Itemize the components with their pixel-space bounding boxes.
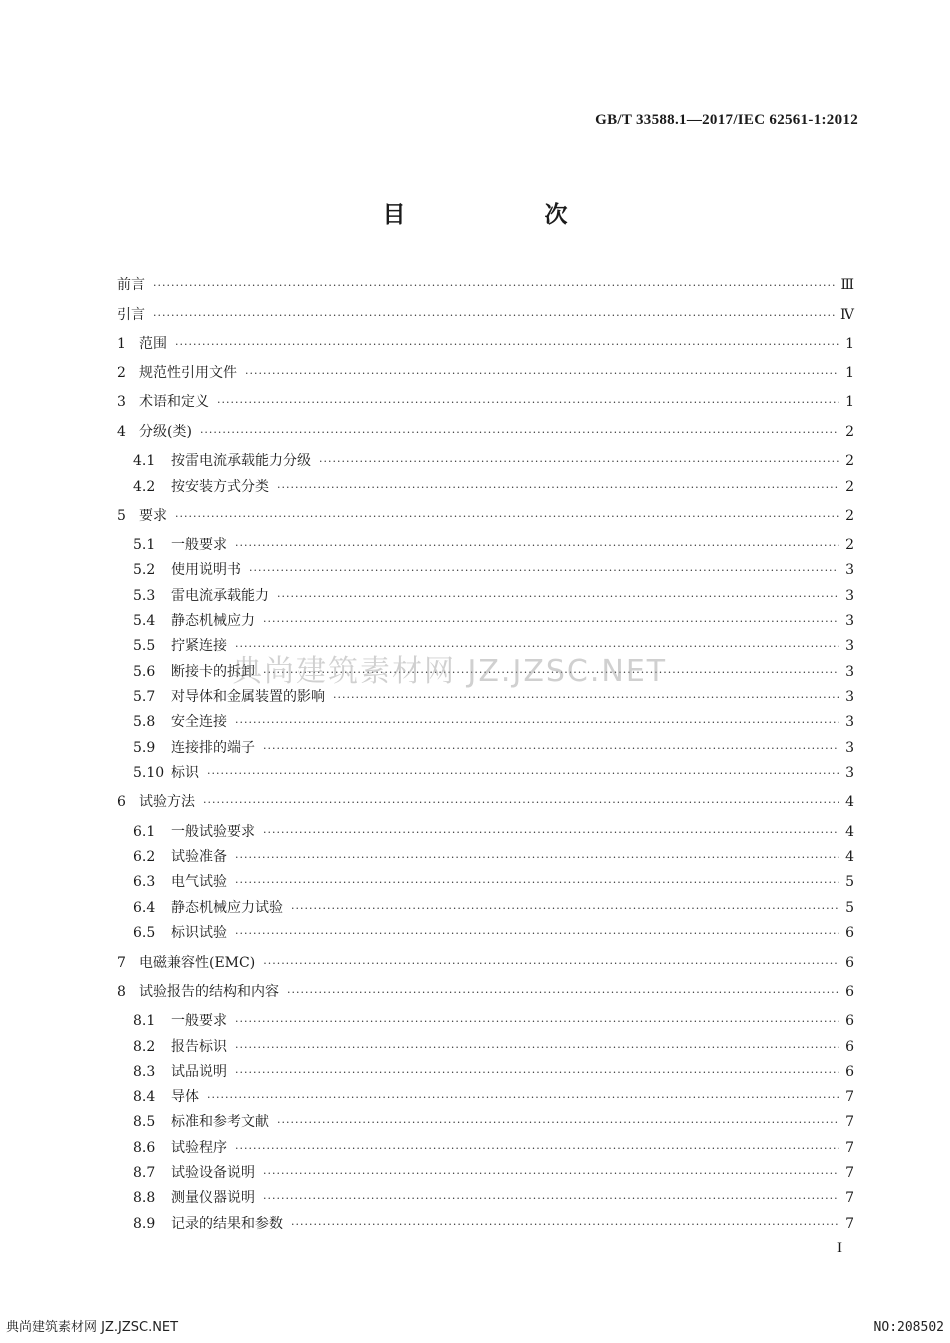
toc-entry-number: 5.6	[133, 664, 156, 680]
toc-entry-label: 安全连接	[171, 714, 227, 730]
toc-entry-number: 6	[117, 794, 126, 810]
toc-entry	[117, 1137, 854, 1159]
toc-entry-page: 1	[845, 394, 854, 410]
toc-leader-dots	[263, 822, 839, 844]
toc-entry-number: 8.8	[133, 1190, 156, 1206]
toc-entry-number: 5.7	[133, 689, 156, 705]
toc-entry-number: 8.6	[133, 1140, 156, 1156]
toc-entry-number: 5.4	[133, 613, 156, 629]
toc-entry-number: 8.3	[133, 1064, 156, 1080]
toc-entry	[117, 333, 854, 355]
toc-entry-label: 使用说明书	[171, 562, 241, 578]
toc-entry-label: 试品说明	[171, 1064, 227, 1080]
toc-entry-number: 2	[117, 365, 126, 381]
toc-leader-dots	[235, 923, 839, 945]
toc-entry-number: 6.2	[133, 849, 156, 865]
toc-leader-dots	[235, 535, 839, 557]
toc-entry	[117, 1213, 854, 1235]
toc-entry-page: 3	[845, 562, 854, 578]
toc-entry-page: 5	[845, 900, 854, 916]
toc-entry-label: 测量仪器说明	[171, 1190, 255, 1206]
toc-entry	[117, 274, 854, 296]
toc-entry	[117, 1187, 854, 1209]
toc-entry-page: 6	[845, 1064, 854, 1080]
toc-entry-label: 记录的结果和参数	[171, 1216, 283, 1232]
toc-entry-label: 试验程序	[171, 1140, 227, 1156]
toc-leader-dots	[153, 305, 835, 327]
toc-entry-label: 前言	[117, 277, 145, 293]
toc-entry-page: 7	[845, 1140, 854, 1156]
toc-entry	[117, 505, 854, 527]
toc-entry-label: 报告标识	[171, 1039, 227, 1055]
toc-entry-number: 8	[117, 984, 126, 1000]
toc-entry-number: 7	[117, 955, 126, 971]
toc-entry-page: 7	[845, 1089, 854, 1105]
toc-leader-dots	[200, 422, 839, 444]
toc-entry-page: 1	[845, 336, 854, 352]
toc-entry-label: 标准和参考文献	[171, 1114, 269, 1130]
toc-entry-number: 8.7	[133, 1165, 156, 1181]
toc-leader-dots	[203, 792, 839, 814]
toc-leader-dots	[153, 275, 835, 297]
toc-entry	[117, 821, 854, 843]
toc-entry-label: 拧紧连接	[171, 638, 227, 654]
toc-entry-number: 6.1	[133, 824, 156, 840]
toc-entry-page: 3	[845, 765, 854, 781]
toc-entry-label: 静态机械应力试验	[171, 900, 283, 916]
toc-entry-page: 3	[845, 714, 854, 730]
toc-entry-label: 标识试验	[171, 925, 227, 941]
toc-entry-page: 3	[845, 638, 854, 654]
toc-entry-page: 4	[845, 824, 854, 840]
toc-entry	[117, 304, 854, 326]
toc-leader-dots	[175, 506, 839, 528]
toc-entry-number: 4	[117, 424, 126, 440]
toc-entry	[117, 737, 854, 759]
toc-entry	[117, 1010, 854, 1032]
toc-entry-number: 5.10	[133, 765, 165, 781]
toc-entry-number: 8.9	[133, 1216, 156, 1232]
toc-leader-dots	[235, 847, 839, 869]
toc-entry	[117, 1036, 854, 1058]
toc-entry-page: 6	[845, 925, 854, 941]
toc-entry-label: 试验准备	[171, 849, 227, 865]
toc-entry-page: 4	[845, 849, 854, 865]
toc-entry-number: 5.2	[133, 562, 156, 578]
page-number: I	[837, 1240, 842, 1256]
toc-leader-dots	[263, 953, 839, 975]
toc-entry-page: 1	[845, 365, 854, 381]
toc-entry-page: 2	[845, 508, 854, 524]
toc-entry	[117, 922, 854, 944]
toc-leader-dots	[277, 1112, 839, 1134]
toc-entry	[117, 1086, 854, 1108]
toc-entry-page: Ⅳ	[840, 307, 854, 323]
toc-entry-label: 试验方法	[139, 794, 195, 810]
toc-leader-dots	[263, 738, 839, 760]
toc-entry-number: 6.4	[133, 900, 156, 916]
toc-leader-dots	[235, 1037, 839, 1059]
toc-entry-number: 8.2	[133, 1039, 156, 1055]
toc-entry-page: 2	[845, 537, 854, 553]
toc-entry-number: 5.9	[133, 740, 156, 756]
toc-entry-page: 6	[845, 984, 854, 1000]
footer-doc-number: NO:208502	[873, 1320, 944, 1335]
toc-entry-number: 5.8	[133, 714, 156, 730]
toc-entry	[117, 476, 854, 498]
toc-entry-page: Ⅲ	[840, 277, 854, 293]
toc-entry	[117, 1111, 854, 1133]
toc-leader-dots	[277, 477, 839, 499]
toc-entry-label: 雷电流承载能力	[171, 588, 269, 604]
toc-entry-label: 静态机械应力	[171, 613, 255, 629]
toc-leader-dots	[235, 1062, 839, 1084]
toc-entry-label: 术语和定义	[139, 394, 209, 410]
toc-entry-number: 8.4	[133, 1089, 156, 1105]
toc-entry-page: 3	[845, 689, 854, 705]
toc-entry-page: 6	[845, 1013, 854, 1029]
toc-entry-label: 要求	[139, 508, 167, 524]
toc-entry-page: 7	[845, 1165, 854, 1181]
toc-leader-dots	[207, 763, 839, 785]
toc-entry-label: 范围	[139, 336, 167, 352]
standard-code: GB/T 33588.1—2017/IEC 62561-1:2012	[595, 112, 858, 128]
toc-entry-label: 试验报告的结构和内容	[139, 984, 279, 1000]
toc-entry	[117, 362, 854, 384]
toc-entry-label: 按安装方式分类	[171, 479, 269, 495]
toc-entry	[117, 559, 854, 581]
toc-entry-number: 4.2	[133, 479, 156, 495]
toc-leader-dots	[333, 687, 839, 709]
toc-entry	[117, 1061, 854, 1083]
toc-leader-dots	[235, 712, 839, 734]
toc-entry-label: 一般要求	[171, 537, 227, 553]
toc-leader-dots	[287, 982, 839, 1004]
toc-leader-dots	[249, 560, 839, 582]
toc-entry	[117, 952, 854, 974]
toc-entry-page: 7	[845, 1114, 854, 1130]
toc-leader-dots	[235, 1011, 839, 1033]
toc-entry-label: 对导体和金属装置的影响	[171, 689, 325, 705]
toc-leader-dots	[319, 451, 839, 473]
toc-entry	[117, 610, 854, 632]
toc-entry-page: 4	[845, 794, 854, 810]
toc-entry	[117, 421, 854, 443]
toc-leader-dots	[291, 1214, 839, 1236]
toc-entry-label: 试验设备说明	[171, 1165, 255, 1181]
toc-title: 目 次	[382, 202, 626, 228]
toc-entry-label: 导体	[171, 1089, 199, 1105]
toc-leader-dots	[175, 334, 839, 356]
toc-entry-label: 标识	[171, 765, 199, 781]
toc-entry	[117, 711, 854, 733]
toc-entry-page: 2	[845, 453, 854, 469]
watermark: 典尚建筑素材网 JZ.JZSC.NET	[232, 654, 668, 689]
toc-entry-page: 3	[845, 588, 854, 604]
toc-leader-dots	[235, 872, 839, 894]
toc-entry-number: 5.3	[133, 588, 156, 604]
toc-leader-dots	[235, 1138, 839, 1160]
toc-entry-page: 6	[845, 1039, 854, 1055]
toc-entry-page: 6	[845, 955, 854, 971]
toc-entry-label: 一般试验要求	[171, 824, 255, 840]
toc-entry-number: 6.3	[133, 874, 156, 890]
toc-entry-number: 6.5	[133, 925, 156, 941]
toc-entry-page: 3	[845, 613, 854, 629]
toc-leader-dots	[277, 586, 839, 608]
toc-entry-label: 断接卡的拆卸	[171, 664, 255, 680]
toc-leader-dots	[217, 392, 839, 414]
toc-entry-number: 5.5	[133, 638, 156, 654]
toc-entry	[117, 585, 854, 607]
toc-entry	[117, 871, 854, 893]
toc-entry-label: 引言	[117, 307, 145, 323]
toc-entry	[117, 762, 854, 784]
toc-entry-label: 按雷电流承载能力分级	[171, 453, 311, 469]
toc-entry-number: 3	[117, 394, 126, 410]
toc-entry-label: 电气试验	[171, 874, 227, 890]
toc-entry	[117, 846, 854, 868]
toc-entry-label: 连接排的端子	[171, 740, 255, 756]
toc-entry	[117, 391, 854, 413]
toc-entry-number: 4.1	[133, 453, 156, 469]
footer-site-name: 典尚建筑素材网 JZ.JZSC.NET	[6, 1320, 179, 1335]
toc-entry-page: 7	[845, 1216, 854, 1232]
toc-entry-page: 2	[845, 479, 854, 495]
toc-entry-label: 一般要求	[171, 1013, 227, 1029]
toc-leader-dots	[245, 363, 839, 385]
toc-entry-number: 8.5	[133, 1114, 156, 1130]
toc-entry-number: 8.1	[133, 1013, 156, 1029]
toc-entry-page: 5	[845, 874, 854, 890]
toc-entry-page: 7	[845, 1190, 854, 1206]
toc-leader-dots	[263, 1188, 839, 1210]
toc-entry-label: 规范性引用文件	[139, 365, 237, 381]
toc-entry-number: 5.1	[133, 537, 156, 553]
toc-leader-dots	[263, 611, 839, 633]
toc-entry-number: 1	[117, 336, 126, 352]
toc-entry-page: 2	[845, 424, 854, 440]
toc-entry	[117, 981, 854, 1003]
toc-entry-number: 5	[117, 508, 126, 524]
toc-leader-dots	[263, 1163, 839, 1185]
toc-entry	[117, 791, 854, 813]
toc-entry	[117, 534, 854, 556]
toc-leader-dots	[291, 898, 839, 920]
toc-entry	[117, 1162, 854, 1184]
toc-entry-label: 分级(类)	[139, 424, 192, 440]
toc-entry-page: 3	[845, 664, 854, 680]
toc-entry-label: 电磁兼容性(EMC)	[139, 955, 256, 971]
toc-leader-dots	[207, 1087, 839, 1109]
toc-entry	[117, 450, 854, 472]
toc-entry	[117, 897, 854, 919]
toc-entry-page: 3	[845, 740, 854, 756]
